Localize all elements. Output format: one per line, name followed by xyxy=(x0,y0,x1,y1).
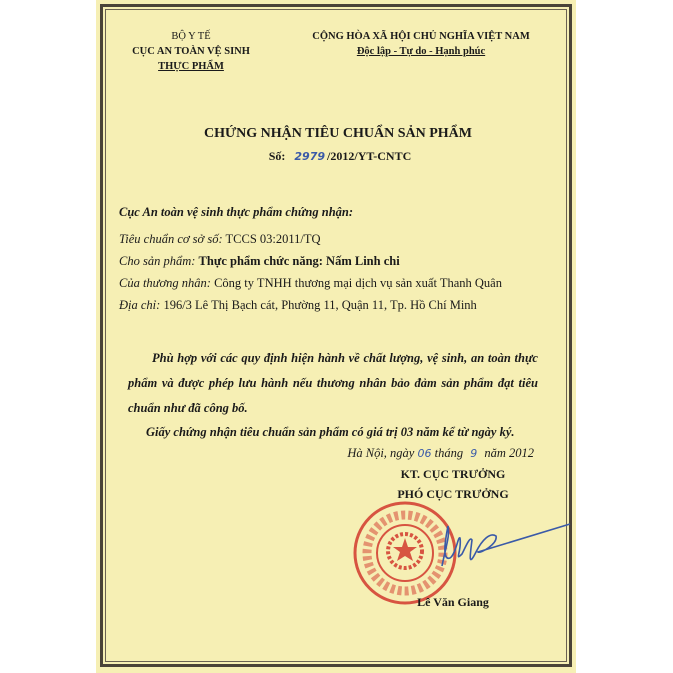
date-prefix: Hà Nội, ngày xyxy=(347,446,415,460)
date-year: năm 2012 xyxy=(484,446,534,460)
agency-name-line2: THỰC PHẨM xyxy=(158,61,224,72)
country-name: CỘNG HÒA XÃ HỘI CHỦ NGHĨA VIỆT NAM xyxy=(312,31,530,42)
intro-line: Cục An toàn vệ sinh thực phẩm chứng nhận: xyxy=(119,205,354,219)
number-handwritten: 2979 xyxy=(294,150,326,163)
document-title: CHỨNG NHẬN TIÊU CHUẨN SẢN PHẨM xyxy=(204,126,472,141)
signer-name: Lê Văn Giang xyxy=(417,595,489,609)
signer-title-2: PHÓ CỤC TRƯỞNG xyxy=(397,487,509,501)
field-label: Cho sản phẩm: xyxy=(119,254,196,268)
field-address xyxy=(119,298,477,313)
field-product xyxy=(119,254,400,269)
date-month-label: tháng xyxy=(434,446,464,460)
field-label: Của thương nhân: xyxy=(119,276,211,290)
date-month: 9 xyxy=(470,447,478,460)
validity-paragraph: Giấy chứng nhận tiêu chuẩn sản phẩm có giá trị 03 năm kể từ ngày ký. xyxy=(146,425,515,439)
field-merchant xyxy=(119,276,502,291)
compliance-paragraph: Phù hợp với các quy định hiện hành về chất lượng, vệ sinh, an toàn thực phẩm và được phép lưu hành nếu thương nhân bảo đảm sản phẩm đạt tiêu chuẩn như đã công bố. xyxy=(128,351,538,415)
field-value: TCCS 03:2011/TQ xyxy=(225,232,321,246)
date-day: 06 xyxy=(417,447,432,460)
agency-name-line1: CỤC AN TOÀN VỆ SINH xyxy=(132,46,250,57)
signer-title-1: KT. CỤC TRƯỞNG xyxy=(400,467,506,481)
signature-block xyxy=(358,464,548,612)
field-value: 196/3 Lê Thị Bạch cát, Phường 11, Quận 11, Tp. Hồ Chí Minh xyxy=(163,298,477,312)
issue-date xyxy=(128,443,538,464)
field-standard xyxy=(119,232,321,247)
certificate-body xyxy=(128,346,538,612)
number-suffix: /2012/YT-CNTC xyxy=(327,149,412,163)
field-value: Công ty TNHH thương mại dịch vụ sản xuất Thanh Quân xyxy=(214,276,502,290)
field-label: Địa chỉ: xyxy=(119,298,161,312)
field-value: Thực phẩm chức năng: Nấm Linh chi xyxy=(198,254,400,268)
certificate-number xyxy=(269,149,412,164)
signature-icon xyxy=(442,524,570,566)
field-label: Tiêu chuẩn cơ sở số: xyxy=(119,232,223,246)
number-label: Số: xyxy=(268,149,286,163)
national-motto: Độc lập - Tự do - Hạnh phúc xyxy=(356,46,486,57)
ministry-name: BỘ Y TẾ xyxy=(171,31,211,42)
seal-icon xyxy=(355,503,455,603)
